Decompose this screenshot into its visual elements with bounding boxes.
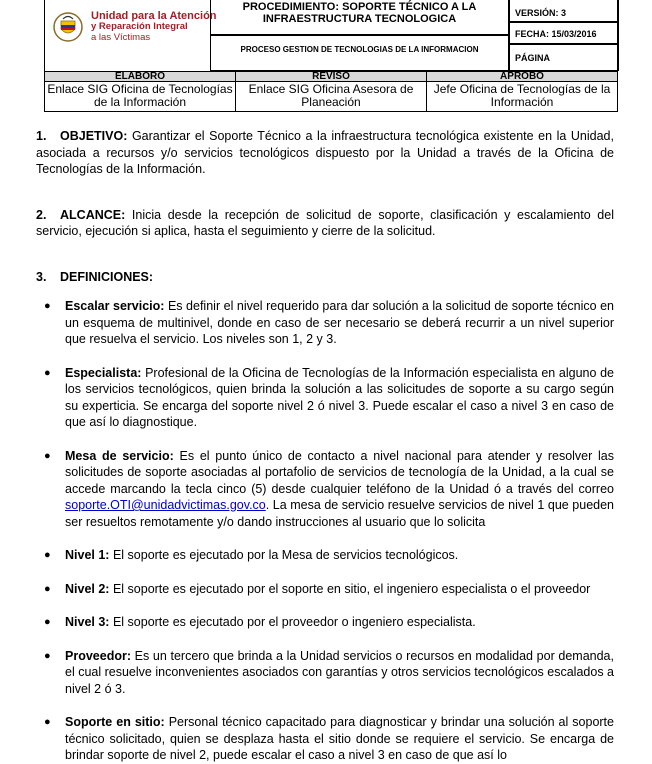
list-item (36, 648, 614, 698)
logo-line-2: y Reparación Integral (91, 21, 188, 32)
definition-term: Proveedor: (65, 648, 131, 663)
value-elaboro: Enlace SIG Oficina de Tecnologías de la Información (45, 82, 236, 112)
definition-text: Profesional de la Oficina de Tecnologías de la Información especialista en alguno de los servicios tecnológicos, quien brinda la solución a las solicitudes de soporte a su cargo según su experticia. Se encarga del soporte nivel 2 ó nivel 3. Puede escalar el caso a nivel 3 en caso de que así lo diagnostique. (65, 365, 614, 429)
header-elaboro: ELABORO (45, 72, 236, 82)
definition-text: Es definir el nivel requerido para dar solución a la solicitud de soporte técnico en un esquema de multinivel, donde en caso de ser necesario se deberá recurrir a un nivel superior que resuelva el servicio. Los niveles son 1, 2 y 3. (65, 299, 614, 346)
section-number: 2. (36, 207, 47, 222)
definition-term: Mesa de servicio: (65, 448, 174, 463)
section-text: Garantizar el Soporte Técnico a la infraestructura tecnológica existente en la Unidad, asociada a recursos y/o servicios tecnológicos dispuesto por la Unidad a través de la Oficina de Tecnologías de la Información. (36, 129, 614, 176)
section-definiciones (36, 269, 614, 286)
definition-term: Especialista: (65, 365, 142, 380)
list-item (36, 448, 614, 531)
signature-value-row (45, 82, 618, 112)
date-label: FECHA: 15/03/2016 (509, 22, 619, 44)
process-name: PROCESO GESTION DE TECNOLOGIAS DE LA INFORMACION (210, 35, 509, 71)
version-label: VERSIÓN: 3 (509, 0, 619, 22)
document-body (36, 128, 614, 764)
definition-text: Es el punto único de contacto a nivel nacional para atender y resolver las solicitudes de soporte asociadas al portafolio de servicios de tecnología de la Unidad, a la cual se accede marcando la tecla cinco (5) desde cualquier teléfono de la Unidad ó a través del correo (65, 448, 615, 496)
bullet-icon: ● (44, 716, 51, 728)
section-title: ALCANCE: (60, 207, 126, 222)
definition-text: El soporte es ejecutado por el soporte en sitio, el ingeniero especialista o el proveedor (112, 581, 591, 596)
section-alcance (36, 207, 614, 240)
logo-line-3: a las Víctimas (91, 32, 151, 43)
value-aprobo: Jefe Oficina de Tecnologías de la Información (427, 82, 618, 112)
list-item (36, 298, 614, 348)
page-label: PÁGINA (509, 44, 619, 71)
bullet-icon: ● (44, 616, 51, 628)
definition-text: Es un tercero que brinda a la Unidad servicios o recursos en modalidad por demanda, el cual resuelve inconvenientes asociados con garantías y otros servicios tecnológicos escalados a nivel 2 ó 3. (65, 648, 614, 696)
signature-header-row (45, 72, 618, 82)
definition-text-cont: . La mesa de servicio resuelve servicios de nivel 1 que pueden ser resueltos remotamente y/o dando instrucciones al usuario que lo solicita (65, 498, 614, 529)
definition-term: Escalar servicio: (65, 299, 165, 313)
header-aprobo: APROBO (427, 72, 618, 82)
bullet-icon: ● (44, 649, 51, 662)
list-item (36, 365, 614, 431)
document-header (44, 0, 618, 72)
list-item (36, 581, 614, 598)
section-title: DEFINICIONES: (60, 269, 154, 284)
list-item (36, 614, 614, 631)
definition-term: Nivel 3: (65, 615, 110, 629)
definitions-list (36, 298, 614, 764)
logo-line-1: Unidad para la Atención (91, 10, 217, 22)
bullet-icon: ● (44, 582, 51, 595)
value-reviso: Enlace SIG Oficina Asesora de Planeación (236, 82, 427, 112)
bullet-icon: ● (44, 449, 51, 462)
definition-text: Personal técnico capacitado para diagnosticar y brindar una solución al soporte técnico solicitado, quien se desplaza hasta el sitio donde se requiere el servicio. Se encarga de brindar soporte de nivel 2, puede escalar el caso a nivel 3 en caso de que así lo (65, 715, 614, 762)
bullet-icon: ● (44, 549, 51, 561)
procedure-title: PROCEDIMIENTO: SOPORTE TÉCNICO A LA INFRAESTRUCTURA TECNOLOGICA (210, 0, 509, 35)
definition-term: Nivel 1: (65, 548, 110, 562)
colombia-crest-icon (53, 11, 83, 43)
section-number: 3. (36, 269, 47, 284)
section-title: OBJETIVO: (60, 129, 128, 143)
support-email-link[interactable]: soporte.OTI@unidadvictimas.gov.co (65, 498, 266, 512)
definition-term: Soporte en sitio: (65, 715, 165, 729)
section-number: 1. (36, 129, 47, 143)
section-text: Inicia desde la recepción de solicitud de soporte, clasificación y escalamiento del servicio, ejecución si aplica, hasta el seguimiento y cierre de la solicitud. (36, 207, 614, 238)
definition-term: Nivel 2: (65, 581, 110, 596)
bullet-icon: ● (44, 300, 51, 312)
signature-table (44, 71, 618, 112)
list-item (36, 714, 614, 764)
definition-text: El soporte es ejecutado por la Mesa de servicios tecnológicos. (112, 548, 459, 562)
unidad-victimas-logo (45, 0, 217, 71)
definition-text: El soporte es ejecutado por el proveedor o ingeniero especialista. (112, 615, 476, 629)
list-item (36, 547, 614, 564)
header-reviso: REVISO (236, 72, 427, 82)
section-objetivo (36, 128, 614, 178)
bullet-icon: ● (44, 366, 51, 379)
